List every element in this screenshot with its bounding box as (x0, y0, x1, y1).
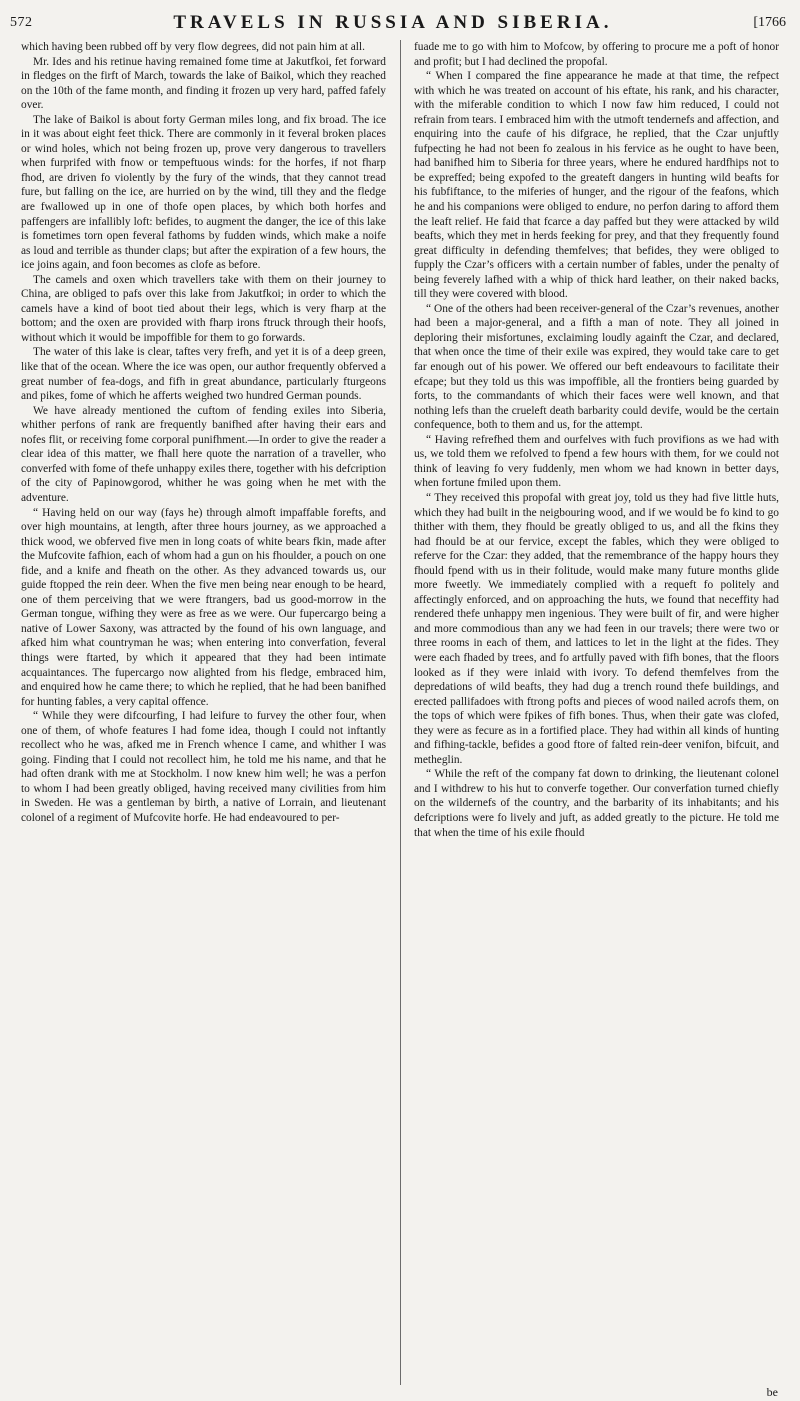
paragraph: “ One of the others had been receiver-general of the Czar’s revenues, another had been a major-general, and a fifth a man of note. They all joined in deploring their misfortunes, exclaiming loudly againft the Czar, and declared, that when once the time of their exile was expired, they would take care to get far enough out of his power. We offered our beft endeavours to facilitate their efcape; but they told us this was impoffible, all the frontiers being guarded by forts, to the commandants of which their faces were well known, and that nothing lefs than the crueleft death barbarity could devife, would be the certain confequence, both to them and us, for the attempt. (414, 302, 779, 432)
paragraph: fuade me to go with him to Mofcow, by offering to procure me a poft of honor and profit; but I had declined the propofal. (414, 41, 779, 68)
paragraph: The lake of Baikol is about forty German miles long, and fix broad. The ice in it was about eight feet thick. There are commonly in it feveral broken places or wind holes, which not being frozen up, prove very dangerous to travellers when furprifed with fnow or tempeftuous winds: for the horfes, if not fharp fhod, are driven fo violently by the fury of the winds, that they cannot tread fure, but falling on the ice, are hurried on by the wind, till they and the fledge are fwallowed up in one of thofe open places, by which both horfes and paffengers are infallibly loft: befides, to augment the danger, the ice of this lake is fometimes torn open feveral fathoms by fudden winds, which make a noife as loud and terrible as thunder claps; but after the expiration of a few hours, the ice joins again, and foon becomes as clofe as before. (21, 113, 386, 272)
paragraph: “ While they were difcourfing, I had leifure to furvey the other four, when one of them, of whofe features I had fome idea, though I could not inftantly recollect who he was, afked me in French whence I came, and whither I was going. Finding that I could not recollect him, he told me his name, and that he had often drank with me at Stockholm. I now knew him well; he was a perfon to whom I had been greatly obliged, having received many civilities from him in Sweden. He was a gentleman by birth, a native of Lorrain, and lieutenant colonel of a regiment of Mufcovite horfe. He had endeavoured to per- (21, 710, 386, 824)
paragraph: The water of this lake is clear, taftes very frefh, and yet it is of a deep green, like that of the ocean. Where the ice was open, our author frequently obferved a great number of fea-dogs, and fifh in great abundance, particularly fturgeons and pikes, fome of which he afferts weighed two hundred German pounds. (21, 346, 386, 403)
paragraph: “ They received this propofal with great joy, told us they had five little huts, which they had built in the neigbouring wood, and if we would be fo kind to go thither with them, they fhould be greatly obliged to us, and all the fkins they had fhould be at our fervice, except the fables, which they were obliged to referve for the Czar: they added, that the remembrance of the happy hours they fhould fpend with us in their folitude, would make many future months glide more fweetly. We immediately complied with a requeft fo politely and affectingly enforced, and on approaching the huts, we found that neceffity had rendered thefe unhappy men ingenious. They were built of fir, and were higher and more commodious than any we had feen in our travels; there were two or three rooms in each of them, and lattices to let in the light at the fides. They were each fhaded by trees, and fo artfully paved with fifh bones, that the floors looked as if they were inlaid with ivory. To defend themfelves from the depredations of wild beafts, they had dug a trench round thefe buildings, and erected pallifadoes with ftrong pofts and pieces of wood nailed acrofs them, on the tops of which were fpikes of fifh bones. Thus, when their gate was clofed, they were as fecure as in a fortified place. They had within all kinds of hunting and fifhing-tackle, befides a good ftore of falted rein-deer venifon, bifcuit, and metheglin. (414, 491, 779, 766)
paragraph: “ Having refrefhed them and ourfelves with fuch provifions as we had with us, we told them we refolved to fpend a few hours with them, for we could not think of leaving fo very fuddenly, men whom we had known in better days, when fortune fmiled upon them. (414, 433, 779, 490)
paragraph: “ When I compared the fine appearance he made at that time, the refpect with which he was treated on account of his eftate, his rank, and his character, with the miferable condition to which I now faw him reduced, I could not refrain from tears. I embraced him with the utmoft tendernefs and affection, and enquiring into the caufe of his difgrace, he replied, that the Czar unjuftly fufpecting he had not been fo zealous in his fervice as he ought to have been, had banifhed him to Siberia for three years, where he endured hardfhips not to be expreffed; being expofed to the greateft dangers in hunting wild beafts for his fubfiftance, to the miferies of hunger, and the rigour of the feafons, which he and his companions were obliged to endure, no perfon daring to afford them the leaft relief. He faid that fcarce a day paffed but they were attacked by wild beafts, which they met in herds feeking for prey, and that they frequently found great difficulty in defending themfelves; that befides, they were obliged to fupply the Czar’s officers with a certain number of fables, under the penalty of being feverely lafhed with a whip of thick hard leather, on their naked backs, till they were covered with blood. (414, 70, 779, 301)
page-number: 572 (10, 15, 33, 30)
column-divider (400, 40, 401, 1385)
page-header (10, 8, 786, 38)
paragraph: “ While the reft of the company fat down to drinking, the lieutenant colonel and I withdrew to his hut to converfe together. Our converfation turned chiefly on the wildernefs of the country, and the barbarity of its inhabitants; and his defcriptions were fo lively and juft, as added greatly to the picture. He told me that when the time of his exile fhould (414, 768, 779, 839)
paragraph: “ Having held on our way (fays he) through almoft impaffable forefts, and over high mountains, at length, after three hours journey, as we approached a thick wood, we obferved five men in long coats of white bears fkin, made after the Mufcovite fafhion, each of whom had a gun on his fhoulder, a pouch on one fide, and a knife and fheath on the other. As they advanced towards us, our guide ftopped the rein deer. When the five men being near enough to be heard, one of them perceiving that we were ftrangers, bad us good-morrow in the German tongue, wifhing they were as free as we were. Our fupercargo being a native of Lower Saxony, was attracted by the found of his own language, and afked him what countryman he was; when entering into converfation, feveral things were ftarted, by which it appeared that they had been intimate acquaintances. The fupercargo now alighted from his fledge, embraced him, and enquired how he came there; to which he replied, that he had been banifhed for hunting fables, a very capital offence. (21, 506, 386, 708)
right-column (414, 40, 779, 840)
paragraph: We have already mentioned the cuftom of fending exiles into Siberia, whither perfons of rank are frequently banifhed after having their ears and nofes flit, or receiving fome corporal punifhment.—In order to give the reader a clear idea of this matter, we fhall here quote the narration of a traveller, who converfed with fome of thefe unhappy exiles there, together with his defcription of the city of Papinowgorod, whither he was going when he met with the adventure. (21, 404, 387, 504)
paragraph: The camels and oxen which travellers take with them on their journey to China, are obliged to pafs over this lake from Jakutfkoi; in order to which the camels have a kind of boot tied about their legs, which is very fharp at the bottom; and the oxen are provided with fharp irons ftruck through their hoofs, without which it would be impoffible for them to go forwards. (21, 273, 386, 344)
paragraph: Mr. Ides and his retinue having remained fome time at Jakutfkoi, fet forward in fledges on the firft of March, towards the lake of Baikol, which they reached on the 10th of the fame month, and finding it frozen up very hard, paffed fafely over. (21, 55, 386, 112)
running-title: TRAVELS IN RUSSIA AND SIBERIA. (173, 12, 613, 33)
left-column (21, 40, 386, 826)
paragraph: which having been rubbed off by very flow degrees, did not pain him at all. (21, 41, 365, 53)
catchword: be (766, 1385, 778, 1399)
year-marker: [1766 (753, 15, 786, 30)
